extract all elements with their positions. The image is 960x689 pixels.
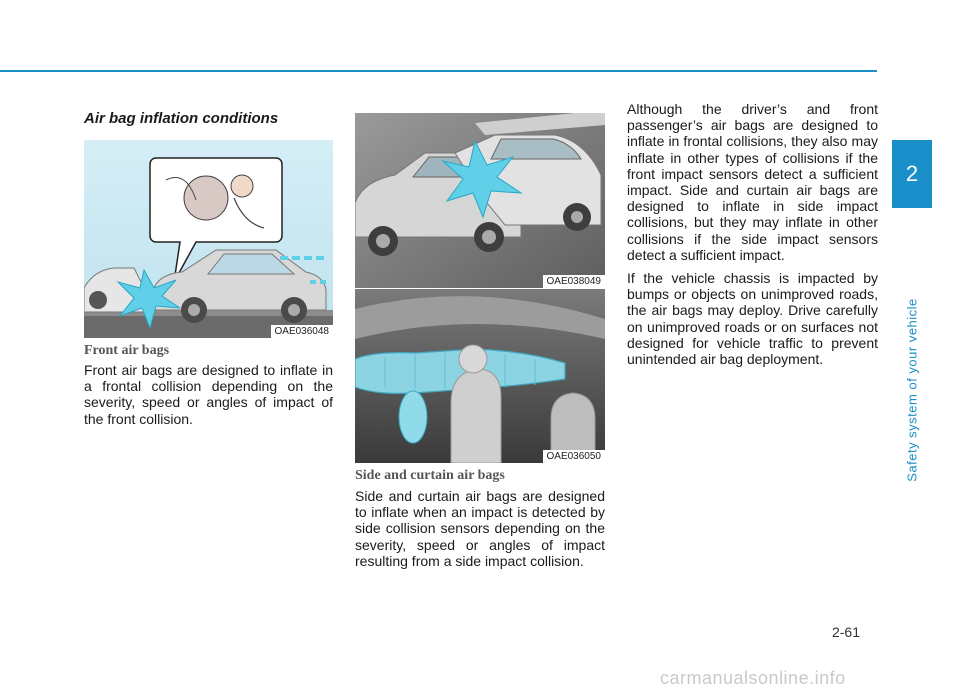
right-column bbox=[627, 101, 878, 374]
watermark: carmanualsonline.info bbox=[660, 668, 846, 688]
curtain-airbag-illustration bbox=[355, 289, 605, 463]
figure-code: OAE036048 bbox=[271, 325, 334, 338]
figure-side-impact bbox=[355, 113, 605, 288]
side-curtain-paragraph: Side and curtain air bags are designed to inflate when an impact is detected by side collision sensors depending on the severity, speed or angles of impact resulting from a side impact collision. bbox=[355, 488, 605, 569]
side-curtain-title: Side and curtain air bags bbox=[355, 468, 505, 483]
front-air-bags-body bbox=[84, 362, 333, 434]
section-heading: Air bag inflation conditions bbox=[84, 110, 279, 127]
front-air-bags-title: Front air bags bbox=[84, 343, 170, 358]
side-curtain-body bbox=[355, 488, 605, 576]
figure-front-impact bbox=[84, 140, 333, 338]
figure-code: OAE036050 bbox=[543, 450, 606, 463]
chapter-tab bbox=[892, 140, 932, 208]
right-paragraph-2: If the vehicle chassis is impacted by bumps or objects on unimproved roads, the air bags may deploy. Drive carefully on unimproved roads or on surfaces not designed for vehicle traffic to prevent unintended air bag deployment. bbox=[627, 270, 878, 368]
front-air-bags-paragraph: Front air bags are designed to inflate in a frontal collision depending on the severity, speed or angles of impact of the front collision. bbox=[84, 362, 333, 427]
right-paragraph-1: Although the driver’s and front passenger’s air bags are designed to inflate in frontal collisions, they also may inflate in other types of collisions if the front impact sensors detect a sufficient impact. Side and curtain air bags are designed to inflate in side impact collisions, but they may inflate in other collisions if the side impact sensors detect a sufficient impact. bbox=[627, 101, 878, 263]
front-impact-illustration bbox=[84, 140, 333, 338]
figure-curtain-airbag bbox=[355, 289, 605, 463]
figure-code: OAE038049 bbox=[543, 275, 606, 288]
side-impact-illustration bbox=[355, 113, 605, 288]
chapter-number: 2 bbox=[905, 161, 919, 186]
page-number: 2-61 bbox=[831, 624, 860, 640]
header-rule bbox=[0, 70, 877, 72]
chapter-title: Safety system of your vehicle bbox=[904, 298, 920, 482]
